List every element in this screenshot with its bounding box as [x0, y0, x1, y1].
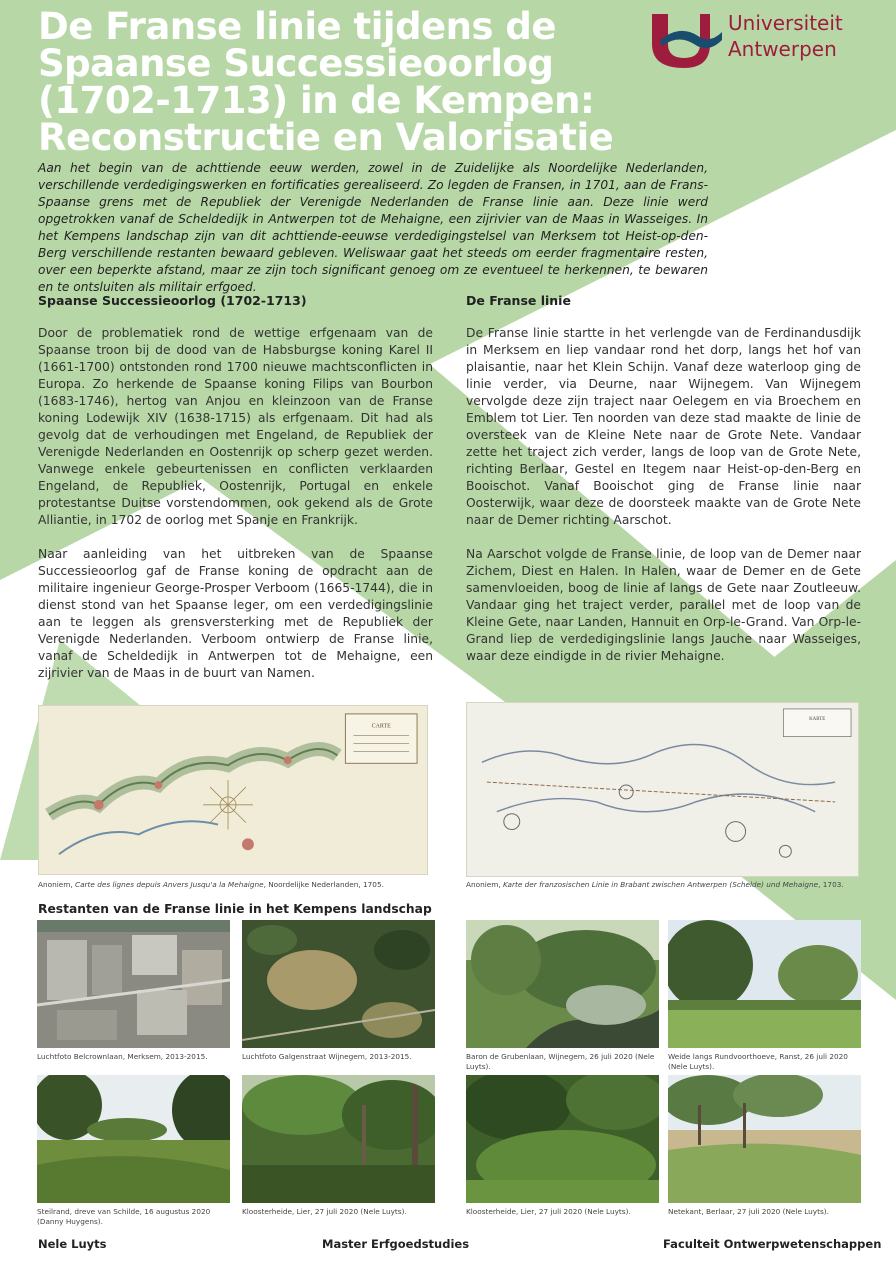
university-logo-mark-icon: [650, 10, 722, 70]
right-paragraph: De Franse linie startte in het verlengde van de Ferdinandusdijk in Merksem en liep vandaar rond het dorp, langs het hof van plaisantie, naar het Klein Schijn. Vanaf deze waterloop ging de linie verder, via Deurne, naar Wijnegem. Van Wijnegem vervolgde deze zijn traject naar Oelegem en via Broechem en Emblem tot Lier. Ten noorden van deze stad maakte de linie de oversteek van de Kleine Nete naar de Grote Nete. Vandaar zette het traject zich verder, langs de loop van de Grote Nete, richting Berlaar, Gestel en Itegem naar Heist-op-den-Berg en Booischot. Vanaf Booischot ging de Franse linie naar Oosterwijk, waar deze de doorsteek maakte van de Grote Nete naar de Demer richting Aarschot.: [466, 326, 861, 527]
map-cartouche-title: CARTE: [371, 723, 391, 730]
photo-caption: Luchtfoto Belcrownlaan, Merksem, 2013-2015.: [37, 1052, 208, 1061]
aerial-industrial-photo-icon: [37, 920, 230, 1048]
caption-title: Karte der franzosischen Linie in Brabant zwischen Antwerpen (Schelde) und Mehaigne: [502, 880, 819, 889]
left-section-heading: Spaanse Successieoorlog (1702-1713): [38, 293, 307, 308]
title-line: (1702-1713) in de Kempen:: [38, 79, 595, 122]
left-paragraph: Naar aanleiding van het uitbreken van de Spaanse Successieoorlog gaf de Franse koning de opdracht aan de militaire ingenieur George-Prosper Verboom (1665-1744), die in dienst stond van het Spaanse leger, om een verdedigingslinie aan te leggen als grensversterking met de Republiek der Verenigde Nederlanden. Verboom ontwierp de Franse linie, vanaf de Scheldedijk in Antwerpen tot de Mehaigne, een zijrivier van de Maas in de buurt van Namen.: [38, 547, 433, 680]
field-photo-icon: [668, 1075, 861, 1203]
right-paragraph: Na Aarschot volgde de Franse linie, de loop van de Demer naar Zichem, Diest en Halen. In Halen, waar de Demer en de Gete samenvloeiden, boog de linie af langs de Gete naar Zoutleeuw. Vandaar ging het traject verder, parallel met de loop van de Kleine Gete, naar Landen, Hannuit en Orp-le-Grand. Van Orp-le-Grand liep de verdedigingslinie langs Jauche naar Wasseiges, waar deze eindigde in de rivier Mehaigne.: [466, 547, 861, 663]
map-illustration-icon: [467, 703, 858, 876]
map-illustration-icon: [39, 706, 427, 874]
footer-author: Nele Luyts: [38, 1237, 107, 1251]
photo-caption: Baron de Grubenlaan, Wijnegem, 26 juli 2020 (Nele Luyts).: [466, 1052, 655, 1071]
aerial-forest-photo-icon: [242, 920, 435, 1048]
left-section-body: [38, 325, 433, 699]
logo-line-2: Antwerpen: [728, 37, 837, 61]
photo-caption: Weide langs Rundvoorthoeve, Ranst, 26 juli 2020 (Nele Luyts).: [668, 1052, 848, 1071]
university-logo-text: [728, 10, 843, 62]
map-left-caption: [38, 880, 438, 890]
intro-paragraph: Aan het begin van de achttiende eeuw werden, zowel in de Zuidelijke als Noordelijke Nederlanden, verschillende verdedigingswerken en fortificaties gerealiseerd. Zo legden de Fransen, in 1701, aan de Frans-Spaanse grens met de Republiek der Verenigde Nederlanden de Franse linie aan. Deze linie werd opgetrokken vanaf de Scheldedijk in Antwerpen tot de Mehaigne, een zijrivier van de Maas in Wasseiges. In het Kempens landschap zijn van dit achttiende-eeuwse verdedigingstelsel van Merksem tot Heist-op-den-Berg verschillende restanten bewaard gebleven. Weliswaar gaat het steeds om eerder fragmentaire resten, over een beperkte afstand, maar ze zijn toch significant genoeg om ze eventueel te herkennen, te bewaren en te ontsluiten als militair erfgoed.: [38, 161, 708, 294]
photo-stream: [466, 920, 659, 1048]
poster-title: [38, 5, 638, 159]
map-right-caption: [466, 880, 866, 890]
remnants-heading: Restanten van de Franse linie in het Kempens landschap: [38, 902, 432, 916]
forest-photo-icon: [242, 1075, 435, 1203]
photo-caption: Kloosterheide, Lier, 27 juli 2020 (Nele Luyts).: [242, 1207, 407, 1216]
photo-undergrowth: [466, 1075, 659, 1203]
photo-embankment: [37, 1075, 230, 1203]
photo-field: [668, 1075, 861, 1203]
photo-caption: Steilrand, dreve van Schilde, 16 augustus 2020 (Danny Huygens).: [37, 1207, 211, 1226]
caption-prefix: Anoniem,: [38, 880, 75, 889]
stream-photo-icon: [466, 920, 659, 1048]
caption-suffix: , Noordelijke Nederlanden, 1705.: [263, 880, 384, 889]
historic-map-right: [466, 702, 859, 877]
footer-faculty: Faculteit Ontwerpwetenschappen: [663, 1237, 882, 1251]
footer-program: Master Erfgoedstudies: [322, 1237, 470, 1251]
title-line: Spaanse Successieoorlog: [38, 42, 554, 85]
title-line: De Franse linie tijdens de: [38, 5, 556, 48]
meadow-photo-icon: [668, 920, 861, 1048]
right-section-heading: De Franse linie: [466, 293, 571, 308]
right-section-body: [466, 325, 861, 682]
caption-title: Carte des lignes depuis Anvers Jusqu'a la Mehaigne: [74, 880, 264, 889]
photo-aerial-forest: [242, 920, 435, 1048]
title-line: Reconstructie en Valorisatie: [38, 116, 614, 159]
photo-caption: Kloosterheide, Lier, 27 juli 2020 (Nele Luyts).: [466, 1207, 631, 1216]
left-paragraph: Door de problematiek rond de wettige erfgenaam van de Spaanse troon bij de dood van de Habsburgse koning Karel II (1661-1700) ontstonden rond 1700 nieuwe machtsconflicten in Europa. Zo herkende de Spaanse koning Filips van Bourbon (1683-1746), hertog van Anjou en kleinzoon van de Franse koning Lodewijk XIV (1638-1715) als erfgenaam. Dit had als gevolg dat de verhoudingen met Engeland, de Republiek der Verenigde Nederlanden en Oostenrijk op scherp gezet werden. Vanwege enkele gebeurtenissen en conflicten verklaarden Engeland, de Republiek, Oostenrijk, Portugal en enkele protestantse Duitse vorstendommen, ook gekend als de Grote Alliantie, in 1702 de oorlog met Spanje en Frankrijk.: [38, 326, 433, 527]
photo-meadow: [668, 920, 861, 1048]
caption-prefix: Anoniem,: [466, 880, 503, 889]
photo-caption: Netekant, Berlaar, 27 juli 2020 (Nele Luyts).: [668, 1207, 829, 1216]
photo-caption: Luchtfoto Galgenstraat Wijnegem, 2013-2015.: [242, 1052, 412, 1061]
logo-line-1: Universiteit: [728, 11, 843, 35]
caption-suffix: , 1703.: [818, 880, 844, 889]
map-cartouche-title: KARTE: [809, 716, 826, 722]
university-logo: [650, 10, 860, 70]
photo-forest: [242, 1075, 435, 1203]
photo-aerial-industrial: [37, 920, 230, 1048]
historic-map-left: [38, 705, 428, 875]
undergrowth-photo-icon: [466, 1075, 659, 1203]
embankment-photo-icon: [37, 1075, 230, 1203]
